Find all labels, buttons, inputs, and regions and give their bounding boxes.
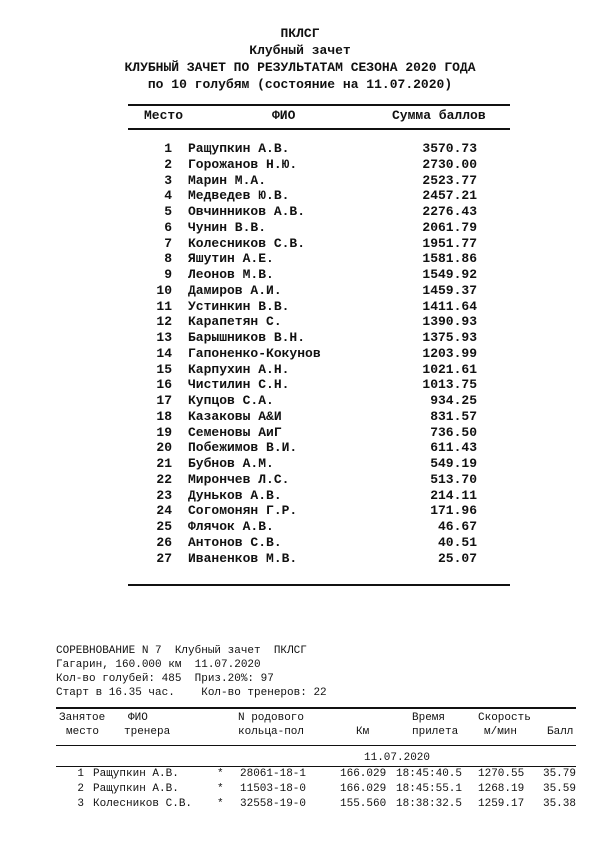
result-km: 166.029	[340, 783, 387, 795]
result-time: 18:45:40.5	[396, 768, 463, 780]
standings-score: 2276.43	[422, 204, 477, 219]
standings-place: 5	[164, 204, 172, 219]
standings-score: 2730.00	[422, 156, 477, 172]
standings-name: Марин М.А.	[188, 172, 267, 188]
standings-name: Яшутин А.Е.	[188, 251, 274, 267]
results-col-time-2: прилета	[412, 726, 459, 738]
standings-score: 40.51	[437, 534, 477, 550]
standings-row	[0, 425, 600, 441]
standings-row	[0, 173, 600, 189]
standings-score: 934.25	[430, 393, 477, 408]
standings-row	[0, 456, 600, 472]
standings-name: Барышников В.Н.	[188, 330, 306, 345]
standings-row	[0, 220, 600, 236]
standings-place: 20	[156, 440, 172, 456]
standings-score: 171.96	[430, 503, 477, 519]
standings-place: 10	[156, 282, 172, 298]
standings-place: 19	[156, 424, 172, 440]
standings-row	[0, 472, 600, 488]
standings-name: Купцов С.А.	[188, 393, 274, 408]
standings-row	[0, 551, 600, 567]
results-col-points: Балл	[547, 726, 574, 738]
standings-name: Иваненков М.В.	[188, 550, 298, 566]
standings-row	[0, 299, 600, 315]
standings-score: 2457.21	[422, 188, 477, 204]
standings-row	[0, 488, 600, 504]
standings-row	[0, 267, 600, 283]
standings-row	[0, 362, 600, 378]
standings-place: 9	[164, 267, 172, 282]
standings-place: 27	[156, 550, 172, 566]
standings-place: 16	[156, 377, 172, 393]
standings-name: Согомонян Г.Р.	[188, 503, 298, 519]
standings-place: 22	[156, 471, 172, 487]
result-place: 2	[77, 783, 84, 795]
standings-name: Леонов М.В.	[188, 267, 274, 282]
standings-name: Карапетян С.	[188, 314, 282, 330]
standings-score: 2523.77	[422, 172, 477, 188]
standings-name: Дамиров А.И.	[188, 282, 282, 298]
standings-place: 23	[156, 487, 172, 503]
report-title: КЛУБНЫЙ ЗАЧЕТ ПО РЕЗУЛЬТАТАМ СЕЗОНА 2020 ГОДА	[124, 60, 476, 75]
standings-name: Овчинников А.В.	[188, 204, 306, 219]
standings-name: Мирончев Л.С.	[188, 471, 290, 487]
results-col-name-2: тренера	[124, 726, 171, 738]
standings-name: Медведев Ю.В.	[188, 188, 290, 204]
standings-row	[0, 314, 600, 330]
result-time: 18:38:32.5	[396, 798, 463, 810]
standings-row	[0, 283, 600, 299]
standings-score: 1951.77	[422, 235, 477, 251]
results-col-place: Занятое	[59, 712, 106, 724]
standings-score: 736.50	[430, 424, 477, 440]
results-col-speed: Скорость	[478, 712, 531, 724]
standings-row	[0, 535, 600, 551]
standings-row	[0, 519, 600, 535]
standings-row	[0, 440, 600, 456]
result-ring: 32558-19-0	[240, 798, 307, 810]
standings-score: 46.67	[437, 519, 477, 534]
standings-place: 12	[156, 314, 172, 330]
standings-col-name: ФИО	[272, 108, 296, 123]
standings-place: 21	[156, 456, 172, 471]
standings-place: 3	[164, 172, 172, 188]
result-row	[0, 783, 600, 797]
standings-score: 1021.61	[422, 361, 477, 377]
competition-birds: Кол-во голубей: 485 Приз.20%: 97	[56, 673, 274, 685]
competition-location: Гагарин, 160.000 км 11.07.2020	[56, 659, 261, 671]
standings-place: 18	[156, 408, 172, 424]
standings-row	[0, 346, 600, 362]
result-name: Ращупкин А.В.	[93, 783, 179, 795]
report-scope: по 10 голубям (состояние на 11.07.2020)	[147, 77, 453, 92]
standings-place: 7	[164, 235, 172, 251]
standings-score: 1459.37	[422, 282, 477, 298]
competition-title: СОРЕВНОВАНИЕ N 7 Клубный зачет ПКЛСГ	[56, 645, 307, 657]
results-col-time: Время	[412, 712, 446, 724]
standings-score: 1203.99	[422, 345, 477, 361]
result-km: 166.029	[340, 768, 387, 780]
standings-name: Чистилин С.Н.	[188, 377, 290, 393]
standings-place: 24	[156, 503, 172, 519]
standings-col-score: Сумма баллов	[392, 108, 486, 123]
standings-name: Побежимов В.И.	[188, 440, 298, 456]
standings-row	[0, 503, 600, 519]
standings-score: 831.57	[430, 408, 477, 424]
result-speed: 1268.19	[478, 783, 525, 795]
result-speed: 1259.17	[478, 798, 525, 810]
standings-score: 1581.86	[422, 251, 477, 267]
standings-name: Семеновы АиГ	[188, 424, 282, 440]
standings-header-rule	[128, 128, 510, 130]
standings-name: Чунин В.В.	[188, 219, 267, 235]
result-ring: 28061-18-1	[240, 768, 307, 780]
result-points: 35.79	[542, 768, 576, 780]
standings-col-place: Место	[144, 108, 184, 123]
standings-row	[0, 409, 600, 425]
results-col-ring: N родового	[238, 712, 305, 724]
standings-name: Устинкин В.В.	[188, 298, 290, 314]
standings-place: 25	[156, 519, 172, 534]
standings-place: 1	[164, 141, 172, 156]
result-mark: *	[217, 798, 224, 810]
results-top-rule	[56, 707, 576, 709]
results-date: 11.07.2020	[364, 752, 431, 764]
standings-place: 26	[156, 534, 172, 550]
result-km: 155.560	[340, 798, 387, 810]
standings-score: 2061.79	[422, 219, 477, 235]
results-col-name: ФИО	[128, 712, 148, 724]
result-row	[0, 798, 600, 812]
doc-subtitle: Клубный зачет	[249, 43, 351, 58]
result-points: 35.38	[542, 798, 576, 810]
standings-name: Горожанов Н.Ю.	[188, 156, 298, 172]
standings-row	[0, 188, 600, 204]
results-date-rule	[56, 766, 576, 767]
standings-score: 1549.92	[422, 267, 477, 282]
standings-name: Флячок А.В.	[188, 519, 274, 534]
result-mark: *	[217, 768, 224, 780]
standings-name: Антонов С.В.	[188, 534, 282, 550]
result-row	[0, 768, 600, 782]
result-mark: *	[217, 783, 224, 795]
standings-bottom-rule	[128, 584, 510, 586]
result-time: 18:45:55.1	[396, 783, 463, 795]
standings-place: 8	[164, 251, 172, 267]
standings-place: 17	[156, 393, 172, 408]
results-col-place-2: место	[66, 726, 100, 738]
standings-row	[0, 141, 600, 157]
result-ring: 11503-18-0	[240, 783, 307, 795]
standings-score: 3570.73	[422, 141, 477, 156]
standings-score: 1390.93	[422, 314, 477, 330]
standings-place: 15	[156, 361, 172, 377]
standings-place: 6	[164, 219, 172, 235]
standings-score: 549.19	[430, 456, 477, 471]
standings-name: Гапоненко-Кокунов	[188, 345, 321, 361]
standings-name: Колесников С.В.	[188, 235, 306, 251]
standings-name: Ращупкин А.В.	[188, 141, 290, 156]
standings-score: 513.70	[430, 471, 477, 487]
standings-place: 4	[164, 188, 172, 204]
standings-row	[0, 377, 600, 393]
standings-name: Карпухин А.Н.	[188, 361, 290, 377]
standings-score: 25.07	[437, 550, 477, 566]
result-name: Ращупкин А.В.	[93, 768, 179, 780]
standings-row	[0, 204, 600, 220]
competition-start: Старт в 16.35 час. Кол-во тренеров: 22	[56, 687, 327, 699]
result-place: 1	[77, 768, 84, 780]
standings-score: 611.43	[430, 440, 477, 456]
standings-place: 14	[156, 345, 172, 361]
standings-place: 11	[156, 298, 172, 314]
standings-score: 1375.93	[422, 330, 477, 345]
results-col-ring-2: кольца-пол	[238, 726, 305, 738]
standings-score: 1411.64	[422, 298, 477, 314]
standings-score: 1013.75	[422, 377, 477, 393]
standings-place: 2	[164, 156, 172, 172]
standings-row	[0, 236, 600, 252]
standings-name: Дуньков А.В.	[188, 487, 282, 503]
org-title: ПКЛСГ	[280, 26, 320, 41]
standings-row	[0, 330, 600, 346]
standings-score: 214.11	[430, 487, 477, 503]
standings-top-rule	[128, 104, 510, 106]
result-points: 35.59	[542, 783, 576, 795]
standings-row	[0, 157, 600, 173]
result-name: Колесников С.В.	[93, 798, 193, 810]
result-speed: 1270.55	[478, 768, 525, 780]
standings-name: Бубнов А.М.	[188, 456, 274, 471]
results-header-rule	[56, 745, 576, 746]
standings-row	[0, 393, 600, 409]
standings-place: 13	[156, 330, 172, 345]
standings-row	[0, 251, 600, 267]
standings-name: Казаковы А&И	[188, 408, 282, 424]
results-col-km: Км	[356, 726, 370, 738]
result-place: 3	[77, 798, 84, 810]
results-col-speed-2: м/мин	[484, 726, 518, 738]
